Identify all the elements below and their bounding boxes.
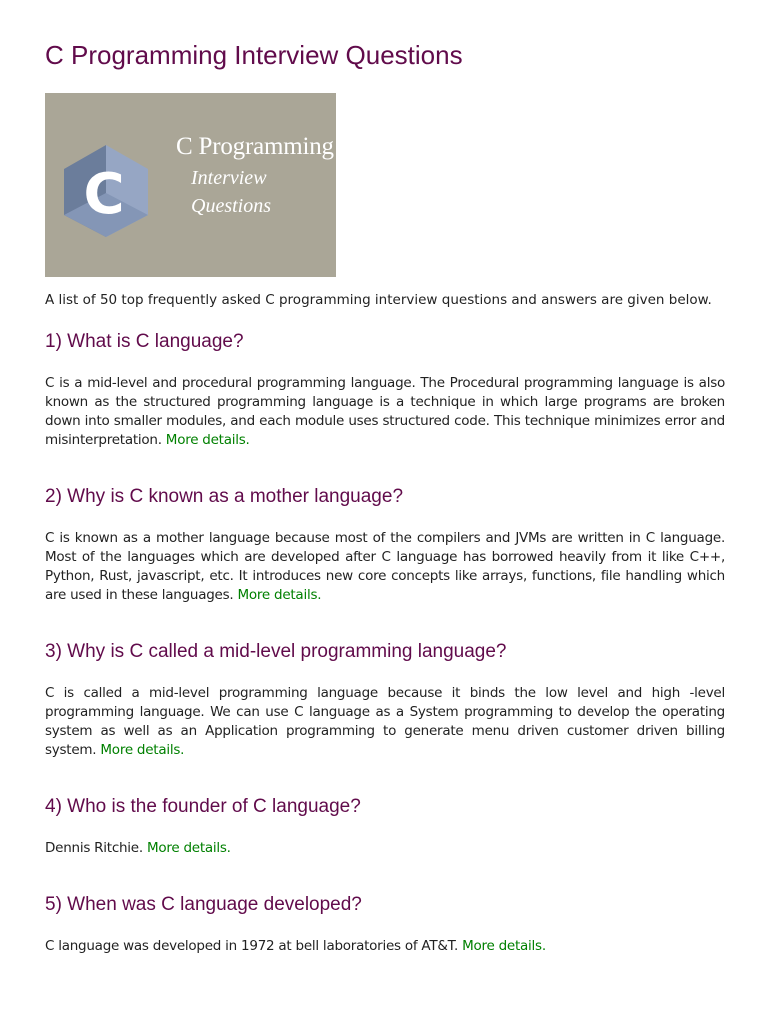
- answer-text: C is known as a mother language because most of the compilers and JVMs are written in C language. Most of the languages which are developed after C language has borrowed heavily from it like C++, Python, Rust, javascript, etc. It introduces new core concepts like arrays, functions, file handling which are used in these languages.: [45, 530, 725, 603]
- answer-text: C language was developed in 1972 at bell laboratories of AT&T.: [45, 938, 459, 954]
- question-4-answer: [45, 839, 725, 858]
- question-2-answer: [45, 529, 725, 605]
- answer-text: C is called a mid-level programming language because it binds the low level and high -level programming language. We can use C language as a System programming to develop the operating system as well as an Application programming to generate menu driven customer driven billing system.: [45, 685, 725, 758]
- question-5-answer: [45, 937, 725, 956]
- page-title: C Programming Interview Questions: [45, 40, 463, 70]
- c-hexagon-logo-icon: [60, 143, 152, 239]
- more-details-link[interactable]: More details.: [237, 587, 322, 603]
- intro-paragraph: A list of 50 top frequently asked C programming interview questions and answers are given below.: [45, 292, 712, 308]
- banner-title: C Programming: [176, 133, 334, 160]
- question-1-heading: 1) What is C language?: [45, 331, 244, 352]
- question-2-heading: 2) Why is C known as a mother language?: [45, 486, 404, 507]
- c-programming-banner-image: [45, 93, 336, 277]
- more-details-link[interactable]: More details.: [100, 742, 185, 758]
- question-3-heading: 3) Why is C called a mid-level programming language?: [45, 641, 507, 662]
- more-details-link[interactable]: More details.: [462, 938, 546, 954]
- banner-subtitle-line1: Interview: [191, 167, 267, 189]
- banner-subtitle-line2: Questions: [191, 195, 271, 217]
- answer-text: C is a mid-level and procedural programming language. The Procedural programming language is also known as the structured programming language is a technique in which large programs are broken down into smaller modules, and each module uses structured code. This technique minimizes error and misinterpretation.: [45, 375, 725, 448]
- question-5-heading: 5) When was C language developed?: [45, 894, 362, 915]
- question-1-answer: [45, 374, 725, 450]
- question-4-heading: 4) Who is the founder of C language?: [45, 796, 361, 817]
- question-3-answer: [45, 684, 725, 760]
- more-details-link[interactable]: More details.: [146, 840, 231, 856]
- answer-text: Dennis Ritchie.: [45, 840, 143, 856]
- logo-letter: C: [83, 162, 125, 227]
- more-details-link[interactable]: More details.: [165, 432, 250, 448]
